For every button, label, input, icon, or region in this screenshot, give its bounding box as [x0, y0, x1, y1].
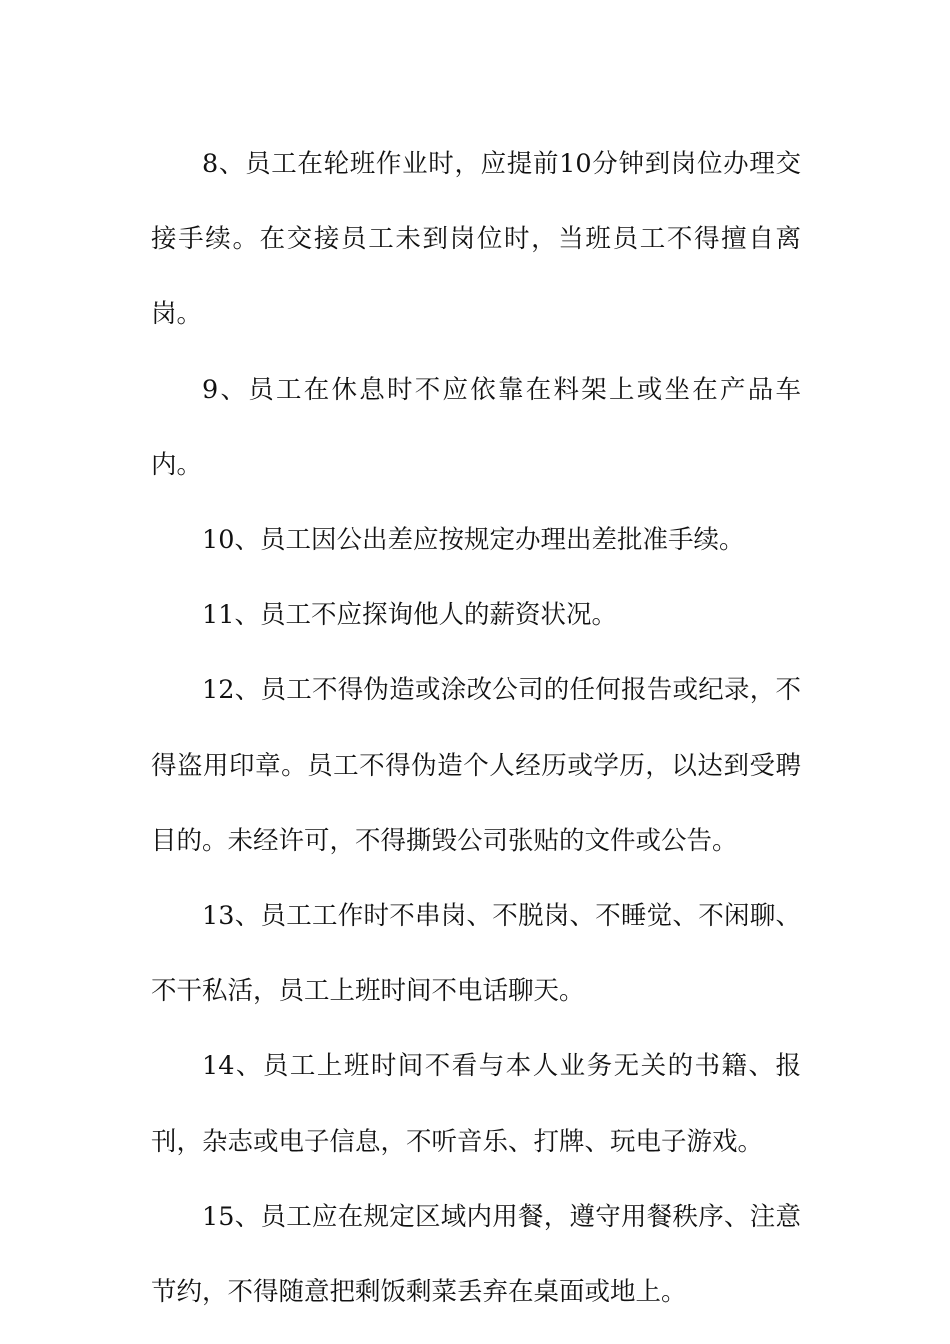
paragraph-rule-15: 15、员工应在规定区域内用餐，遵守用餐秩序、注意节约，不得随意把剩饭剩菜丢弃在桌面或地上。 [151, 1201, 801, 1308]
paragraph-rule-12: 12、员工不得伪造或涂改公司的任何报告或纪录，不得盗用印章。员工不得伪造个人经历或学历，以达到受聘目的。未经许可，不得撕毁公司张贴的文件或公告。 [151, 675, 801, 856]
paragraph-rule-13: 13、员工工作时不串岗、不脱岗、不睡觉、不闲聊、不干私活，员工上班时间不电话聊天。 [151, 901, 801, 1007]
paragraph-rule-9: 9、员工在休息时不应依靠在料架上或坐在产品车内。 [151, 374, 801, 480]
paragraph-rule-14: 14、员工上班时间不看与本人业务无关的书籍、报刊，杂志或电子信息，不听音乐、打牌、玩电子游戏。 [151, 1051, 801, 1157]
paragraph-rule-10: 10、员工因公出差应按规定办理出差批准手续。 [202, 525, 745, 556]
paragraph-rule-8: 8、员工在轮班作业时，应提前10分钟到岗位办理交接手续。在交接员工未到岗位时，当班员工不得擅自离岗。 [151, 149, 801, 330]
paragraph-rule-11: 11、员工不应探询他人的薪资状况。 [202, 600, 617, 631]
document-body [151, 127, 801, 1330]
